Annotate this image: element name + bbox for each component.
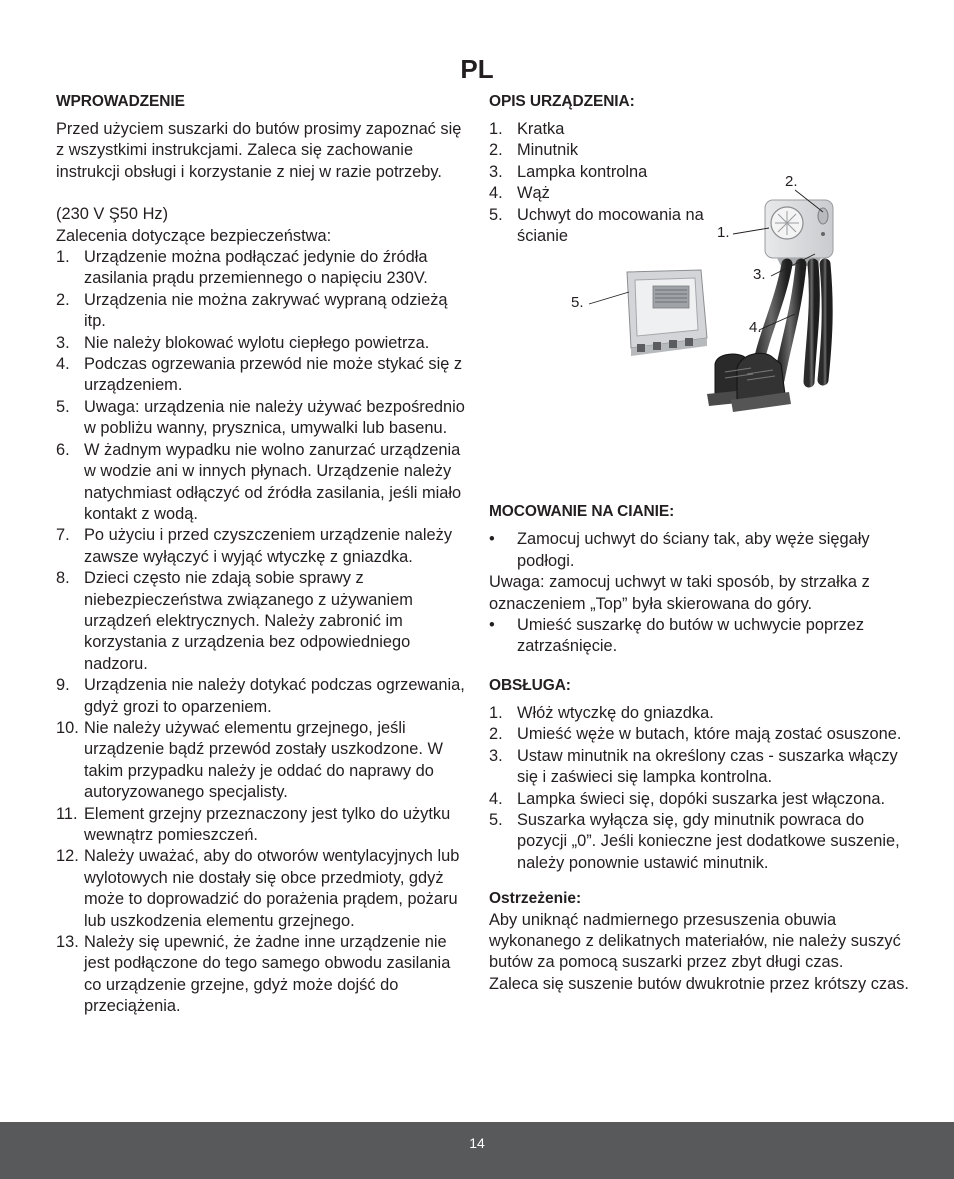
voltage-text: (230 V Ş50 Hz) (56, 205, 169, 224)
wall-bracket (627, 270, 707, 356)
list-item: 11. Element grzejny przeznaczony jest tylko do użytku wewnątrz pomieszczeń. (56, 804, 451, 844)
list-item: 13. Należy się upewnić, że żadne inne urządzenie nie jest podłączone do tego samego obwodu zasilania co urządzenie grzejne, gdyż może dojść do przeciążenia. (56, 933, 451, 1016)
mounting-title: MOCOWANIE NA CIANIE: (489, 503, 675, 521)
list-item: 5. Uchwyt do mocowania na ścianie (489, 205, 704, 246)
safety-intro: Zalecenia dotyczące bezpieczeństwa: (56, 226, 332, 245)
list-item: 3. Ustaw minutnik na określony czas ‑ suszarka włączy się i zaświeci się lampka kontrolna. (489, 746, 898, 787)
list-item: 1. Urządzenie można podłączać jedynie do źródła zasilania prądu przemiennego o napięciu 230V. (56, 248, 428, 288)
callout-5: 5. (571, 294, 584, 311)
list-item: 5. Uwaga: urządzenia nie należy używać bezpośrednio w pobliżu wanny, prysznica, umywalki lub basenu. (56, 397, 465, 438)
operation-title: OBSŁUGA: (489, 676, 571, 694)
list-item: 9. Urządzenia nie należy dotykać podczas ogrzewania, gdyż grozi to oparzeniem. (56, 676, 465, 716)
language-heading: PL (460, 54, 494, 84)
list-item: • Umieść suszarkę do butów w uchwycie poprzez zatrzaśnięcie. (489, 616, 865, 656)
heater-unit (765, 200, 833, 266)
list-item: 2. Urządzenia nie można zakrywać wypraną odzieżą itp. (56, 290, 448, 331)
product-illustration (565, 168, 855, 418)
callout-3: 3. (753, 266, 766, 283)
shoe-dryer-drawing (565, 168, 855, 418)
page-number: 14 (469, 1135, 485, 1151)
callout-2: 2. (785, 173, 798, 190)
description-title: OPIS URZĄDZENIA: (489, 93, 635, 110)
timer-knob (818, 208, 828, 224)
list-item: 2. Minutnik (489, 141, 579, 160)
warning-text-2: Zaleca się suszenie butów dwukrotnie przez krótszy czas. (489, 974, 909, 993)
list-item: 10. Nie należy używać elementu grzejnego, jeśli urządzenie bądź przewód zostały uszkodzone. W takim przypadku należy je oddać do naprawy do autoryzowanego specjalisty. (56, 718, 443, 802)
list-item: 2. Umieść węże w butach, które mają zostać osuszone. (489, 725, 902, 744)
list-item: 4. Podczas ogrzewania przewód nie może stykać się z urządzeniem. (56, 355, 463, 395)
list-item: 6. W żadnym wypadku nie wolno zanurzać urządzenia w wodzie ani w innych płynach. Urządzenie należy natychmiast odłączyć od źródła zasilania, jeśli miało kontakt z wodą. (56, 440, 462, 523)
list-item: 3. Lampka kontrolna (489, 162, 648, 181)
list-item: 4. Wąż (489, 184, 550, 203)
boots (707, 353, 791, 412)
mounting-note: Uwaga: zamocuj uchwyt w taki sposób, by strzałka z oznaczeniem „Top” była skierowana do góry. (489, 573, 870, 613)
list-item: 12. Należy uważać, aby do otworów wentylacyjnych lub wylotowych nie dostały się obce przedmioty, gdyż może to doprowadzić do porażenia prądem, pożaru lub uszkodzenia elementu grzejnego. (56, 847, 460, 930)
callout-4: 4. (749, 319, 762, 336)
mounting-list-1 (489, 529, 909, 572)
callout-1: 1. (717, 224, 730, 241)
left-column (56, 92, 468, 1018)
list-item: 1. Włóż wtyczkę do gniazdka. (489, 703, 714, 722)
warning-text: Aby uniknąć nadmiernego przesuszenia obuwia wykonanego z delikatnych materiałów, nie należy suszyć butów za pomocą suszarki przez zbyt długi czas. (489, 910, 901, 972)
intro-text: Przed użyciem suszarki do butów prosimy zapoznać się z wszystkimi instrukcjami. Zaleca się zachowanie instrukcji obsługi i korzystanie z niej w razie potrzeby. (56, 120, 462, 181)
indicator-lamp (821, 232, 825, 236)
list-item: 3. Nie należy blokować wylotu ciepłego powietrza. (56, 333, 430, 352)
safety-list (56, 247, 468, 1018)
list-item: 8. Dzieci często nie zdają sobie sprawy z niebezpieczeństwa związanego z używaniem urządzeń elektrycznych. Należy zabronić im korzystania z urządzenia bez odpowiedniego nadzoru. (56, 569, 413, 673)
warning-title: Ostrzeżenie: (489, 890, 582, 908)
intro-title: WPROWADZENIE (56, 93, 185, 110)
operation-list (489, 703, 909, 874)
list-item: 7. Po użyciu i przed czyszczeniem urządzenie należy zawsze wyłączyć i wyjąć wtyczkę z gniazdka. (56, 526, 453, 566)
list-item: 5. Suszarka wyłącza się, gdy minutnik powraca do pozycji „0”. Jeśli konieczne jest dodatkowe suszenie, należy ponownie ustawić minutnik. (489, 810, 900, 872)
mounting-list-2 (489, 615, 909, 658)
list-item: 4. Lampka świeci się, dopóki suszarka jest włączona. (489, 789, 886, 808)
list-item: • Zamocuj uchwyt do ściany tak, aby węże sięgały podłogi. (489, 530, 870, 570)
list-item: 1. Kratka (489, 120, 565, 138)
